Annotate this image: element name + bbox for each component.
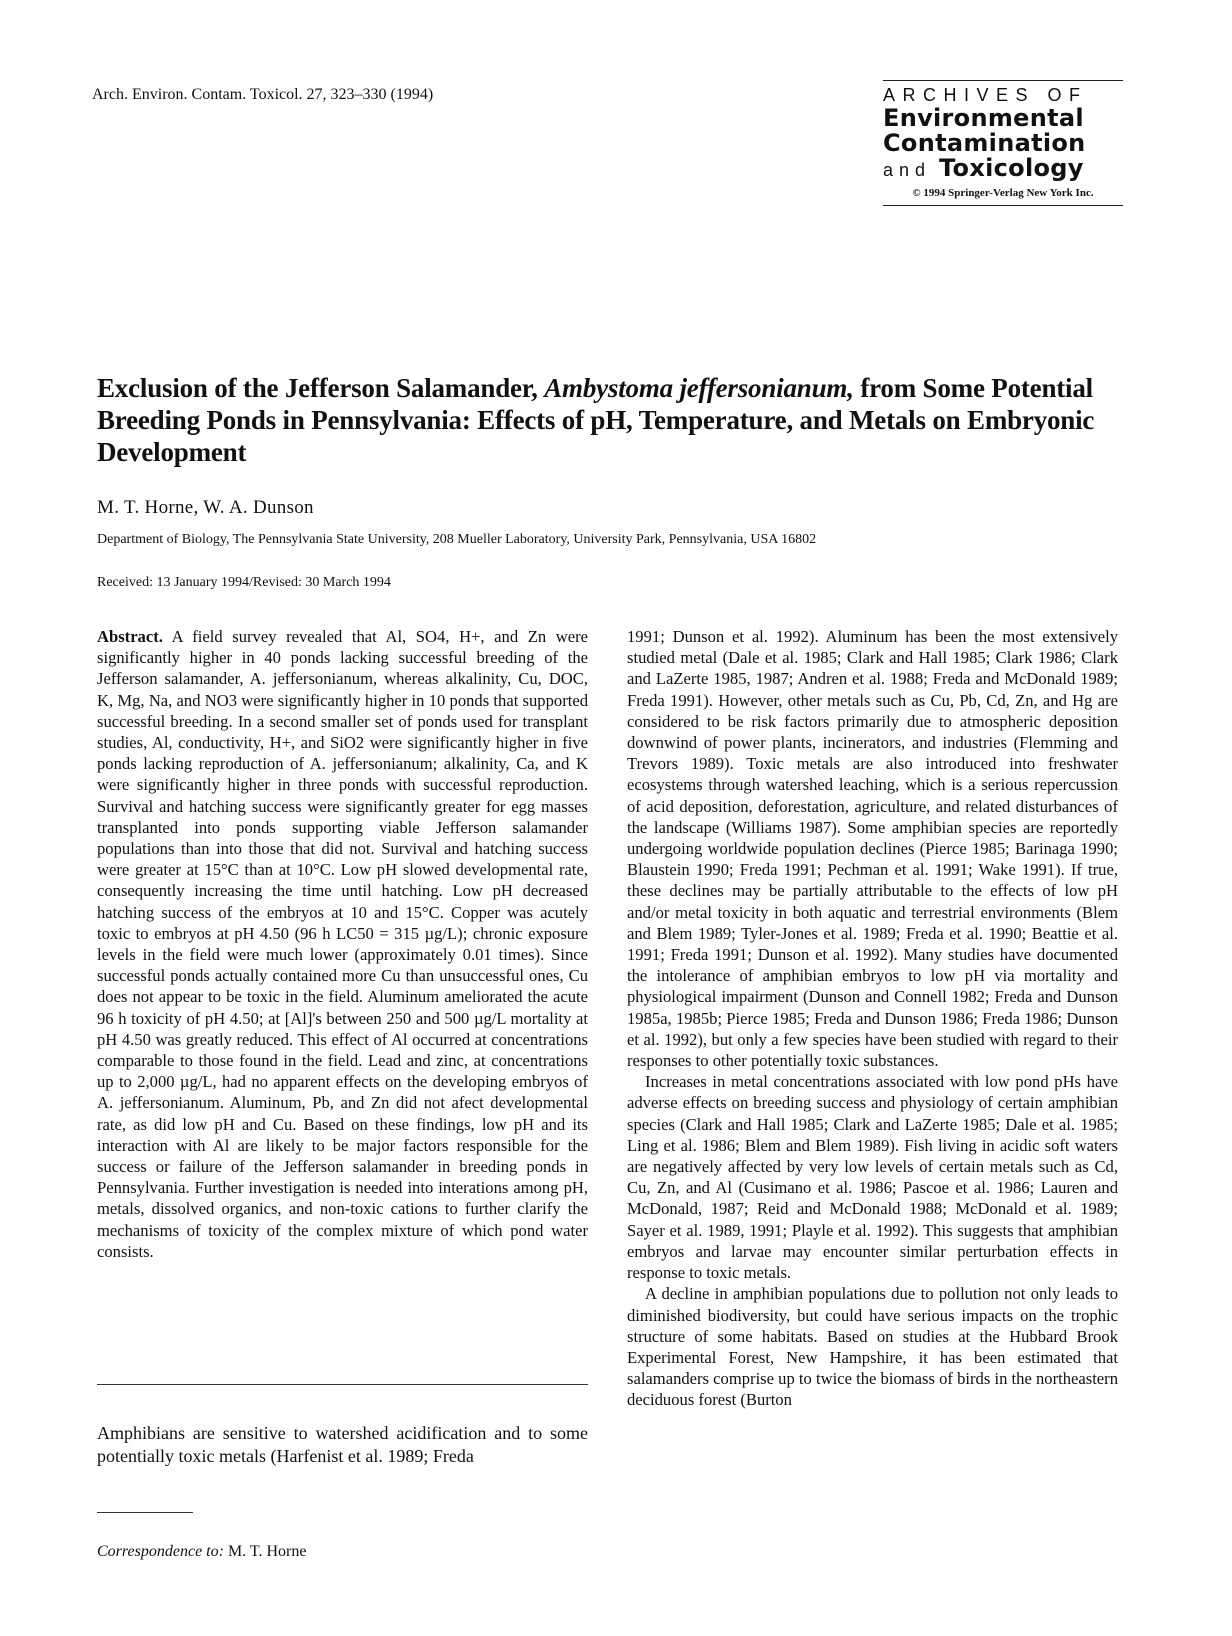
masthead-environmental: Environmental (883, 104, 1084, 132)
footnote-rule (97, 1512, 193, 1513)
masthead-toxicology: Toxicology (939, 154, 1084, 182)
abstract-label: Abstract. (97, 627, 163, 646)
body-paragraph-1: 1991; Dunson et al. 1992). Aluminum has been the most extensively studied metal (Dale et al. 1985; Clark and Hall 1985; Clark 1986; Clark and LaZerte 1985, 1987; Andren et al. 1988; Freda and McDonald 1989; Freda 1991). However, other metals such as Cu, Pb, Cd, Zn, and Hg are considered to be risk factors primarily due to atmospheric deposition downwind of power plants, incinerators, and industries (Flemming and Trevors 1989). Toxic metals are also introduced into freshwater ecosystems through watershed leaching, which is a serious repercussion of acid deposition, deforestation, agriculture, and related disturbances of the landscape (Williams 1987). Some amphibian species are reportedly undergoing worldwide population declines (Pierce 1985; Barinaga 1990; Blaustein 1990; Freda 1991; Pechman et al. 1991; Wake 1991). If true, these declines may be partially attributable to the effects of low pH and/or metal toxicity in both aquatic and terrestrial environments (Blem and Blem 1989; Tyler-Jones et al. 1989; Freda et al. 1990; Beattie et al. 1991; Freda 1991; Dunson et al. 1992). Many studies have documented the intolerance of amphibian embryos to low pH via mortality and physiological impairment (Dunson and Connell 1982; Freda and Dunson 1985a, 1985b; Pierce 1985; Freda and Dunson 1986; Freda 1986; Dunson et al. 1992), but only a few species have been studied with regard to their responses to other potentially toxic substances. (627, 627, 1118, 1071)
body-paragraph-2: Increases in metal concentrations associated with low pond pHs have adverse effects on breeding success and physiology of certain amphibian species (Clark and Hall 1985; Clark and LaZerte 1985; Dale et al. 1985; Ling et al. 1986; Blem and Blem 1989). Fish living in acidic soft waters are negatively affected by very low levels of certain metals such as Cd, Cu, Zn, and Al (Cusimano et al. 1986; Pascoe et al. 1986; Lauren and McDonald, 1987; Reid and McDonald 1988; McDonald et al. 1989; Sayer et al. 1989, 1991; Playle et al. 1992). This suggests that amphibian embryos and larvae may encounter similar perturbation effects in response to toxic metals. (627, 1072, 1118, 1283)
intro-paragraph-start: Amphibians are sensitive to watershed acidification and to some potentially toxic metals (Harfenist et al. 1989; Freda (97, 1423, 588, 1466)
article-title (97, 372, 1137, 468)
journal-masthead (883, 80, 1123, 206)
title-part-1: Exclusion of the Jefferson Salamander, (97, 373, 545, 403)
title-part-2: from Some Potential Breeding Ponds in Pennsylvania: Effects of pH, Temperature, and Metals on Embryonic Development (97, 373, 1095, 467)
body-right-column (627, 626, 1118, 1411)
abstract-text: A field survey revealed that Al, SO4, H+, and Zn were significantly higher in 40 ponds lacking successful breeding of the Jefferson salamander, A. jeffersonianum, whereas alkalinity, Cu, DOC, K, Mg, Na, and NO3 were significantly higher in 10 ponds that supported successful breeding. In a second smaller set of ponds used for transplant studies, Al, conductivity, H+, and SiO2 were significantly higher in five ponds lacking reproduction of A. jeffersonianum; alkalinity, Ca, and K were significantly higher in three ponds with successful reproduction. Survival and hatching success were significantly greater for egg masses transplanted into ponds supporting viable Jefferson salamander populations than into those that did not. Survival and hatching success were greater at 15°C than at 10°C. Low pH slowed developmental rate, consequently increasing the time until hatching. Low pH decreased hatching success of the embryos at 10 and 15°C. Copper was acutely toxic to embryos at pH 4.50 (96 h LC50 = 315 µg/L); chronic exposure levels in the field were much lower (approximately 0.01 times). Since successful ponds actually contained more Cu than unsuccessful ones, Cu does not appear to be toxic in the field. Aluminum ameliorated the acute 96 h toxicity of pH 4.50; at [Al]'s between 250 and 500 µg/L mortality at pH 4.50 was greatly reduced. This effect of Al occurred at concentrations comparable to those found in the field. Lead and zinc, at concentrations up to 2,000 µg/L, had no apparent effects on the developing embryos of A. jeffersonianum. Aluminum, Pb, and Zn did not afect developmental rate, as did low pH and Cu. Based on these findings, low pH and its interaction with Al are likely to be major factors responsible for the success or failure of the Jefferson salamander in breeding ponds in Pennsylvania. Further investigation is needed into interations among pH, metals, dissolved organics, and non-toxic cations to further clarify the mechanisms of toxicity of the complex mixture of which pond water consists. (97, 627, 588, 1261)
correspondence-name: M. T. Horne (227, 1543, 307, 1560)
affiliation: Department of Biology, The Pennsylvania State University, 208 Mueller Laboratory, University Park, Pennsylvania, USA 16802 (97, 532, 817, 547)
journal-citation: Arch. Environ. Contam. Toxicol. 27, 323–330 (1994) (92, 86, 434, 103)
masthead-bottom-rule (883, 205, 1123, 206)
masthead-copyright: © 1994 Springer-Verlag New York Inc. (912, 187, 1094, 199)
masthead-archives-of: ARCHIVES OF (883, 85, 1088, 105)
masthead-toxicology-line (883, 156, 1123, 183)
abstract-divider (97, 1384, 588, 1385)
correspondence-footnote (97, 1543, 306, 1561)
masthead-and: and (883, 160, 932, 180)
received-dates: Received: 13 January 1994/Revised: 30 March 1994 (97, 575, 391, 590)
body-paragraph-3: A decline in amphibian populations due to pollution not only leads to diminished biodiversity, but could have serious impacts on the trophic structure of some habitats. Based on studies at the Hubbard Brook Experimental Forest, New Hampshire, it has been estimated that salamanders comprise up to twice the biomass of birds in the northeastern deciduous forest (Burton (627, 1284, 1118, 1410)
title-species: Ambystoma jeffersonianum, (544, 373, 854, 403)
abstract (97, 626, 588, 1262)
masthead-contamination: Contamination (883, 129, 1086, 157)
authors: M. T. Horne, W. A. Dunson (97, 497, 314, 518)
correspondence-label: Correspondence to: (97, 1543, 224, 1560)
masthead-top-rule (883, 80, 1123, 81)
